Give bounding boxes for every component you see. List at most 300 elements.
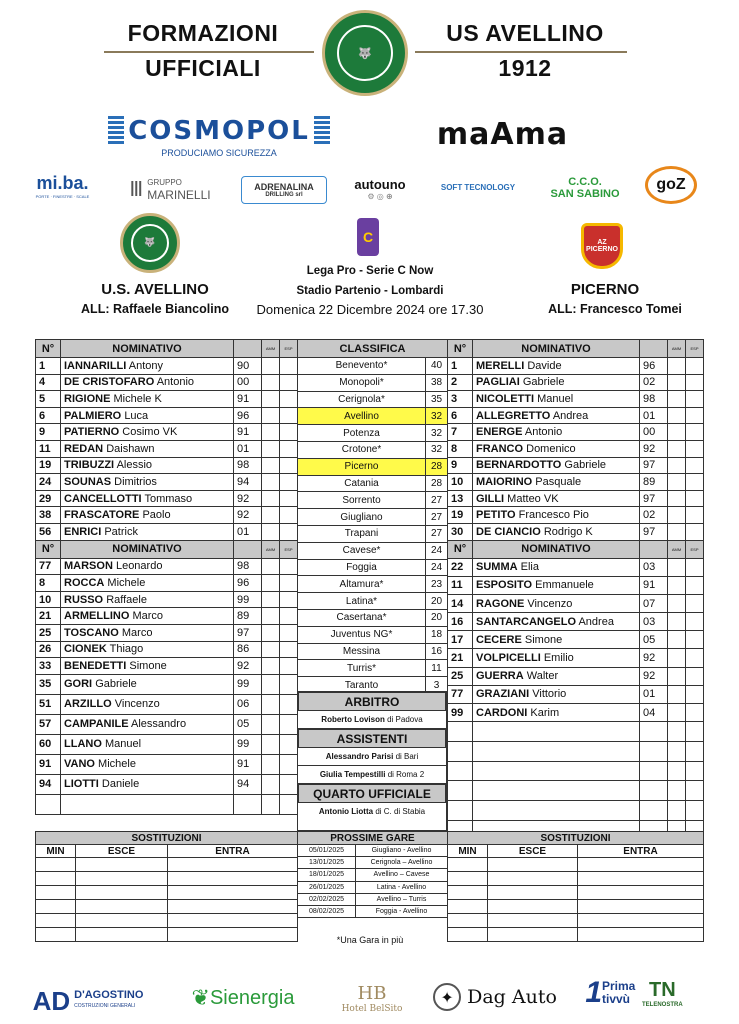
player-year: 97 [640,523,668,540]
player-name [473,407,640,424]
sub-out-cell[interactable] [76,928,168,942]
col-name: NOMINATIVO [61,340,234,358]
standings-title: CLASSIFICA [298,340,448,358]
player-name [473,474,640,491]
player-year: 97 [640,490,668,507]
standings-team: Cavese* [298,542,426,559]
standings-team: Cerignola* [298,391,426,408]
sub-out-cell[interactable] [488,858,578,872]
sub-out-cell[interactable] [488,914,578,928]
player-number: 22 [448,558,473,576]
sub-in-cell[interactable] [578,872,704,886]
player-year: 97 [640,457,668,474]
sub-min-cell[interactable] [448,886,488,900]
amm-cell [668,576,686,594]
player-firstname: Vittorio [532,688,567,701]
player-firstname: Matteo VK [507,492,559,505]
standings-team: Foggia [298,559,426,576]
player-year: 96 [234,575,262,592]
player-surname: FRASCATORE [64,509,140,522]
player-surname: ENERGE [476,426,523,439]
next-match-teams: Foggia - Avellino [356,905,448,917]
amm-cell [262,608,280,625]
player-firstname: Elia [520,561,539,574]
standings-points: 23 [426,576,448,593]
esp-cell [280,754,298,774]
amm-cell [262,774,280,794]
away-substitutions-table [447,831,704,942]
player-surname: CECERE [476,633,522,646]
sub-out-cell[interactable] [488,928,578,942]
player-row [448,649,704,667]
sost-entra-left: ENTRA [168,845,298,858]
player-name [473,613,640,631]
player-row [448,704,704,722]
standings-team: Picerno [298,458,426,475]
sub-in-cell[interactable] [578,900,704,914]
player-year: 96 [234,407,262,424]
standings-row [298,626,448,643]
sub-in-cell[interactable] [168,858,298,872]
player-year: 05 [640,631,668,649]
esp-cell [686,685,704,703]
standings-row [298,441,448,458]
player-surname: MARSON [64,560,113,573]
player-number: 17 [448,631,473,649]
standings-header [298,340,448,358]
player-firstname: Alessandro [131,718,187,731]
player-number: 19 [36,457,61,474]
substitution-row[interactable] [448,858,704,872]
substitution-row[interactable] [448,886,704,900]
player-number: 11 [36,440,61,457]
quarto-name: Antonio Liotta di C. di Stabia [318,807,426,816]
standings-points: 32 [426,425,448,442]
player-number: 60 [36,734,61,754]
player-surname: LIOTTI [64,778,99,791]
player-firstname: Michele [98,758,136,771]
substitution-row[interactable] [36,900,298,914]
picerno-crest-icon: AZ PICERNO [581,223,623,269]
player-firstname: Alessio [116,459,153,472]
player-number: 6 [36,407,61,424]
player-firstname: Dimitrios [114,475,157,488]
col-name: NOMINATIVO [473,340,640,358]
player-number: 4 [36,374,61,391]
player-firstname: Pasquale [535,475,582,488]
sub-out-cell[interactable] [76,914,168,928]
amm-cell [262,523,280,540]
player-year: 07 [640,594,668,612]
sub-min-cell[interactable] [448,900,488,914]
amm-cell [668,685,686,703]
col-esp: ESP [686,540,704,558]
substitution-row[interactable] [36,858,298,872]
player-surname: TOSCANO [64,626,119,639]
esp-cell [686,374,704,391]
standings-row [298,542,448,559]
assistente-2: Giulia Tempestilli di Roma 2 [298,766,446,784]
player-name [473,631,640,649]
standings-row [298,358,448,375]
player-name [473,667,640,685]
next-match-teams: Latina - Avellino [356,881,448,893]
player-name [473,424,640,441]
esp-cell [686,507,704,524]
amm-cell [262,424,280,441]
amm-cell [262,658,280,675]
player-name [61,575,234,592]
sub-in-cell[interactable] [578,928,704,942]
amm-cell [668,407,686,424]
away-coach: ALL: Francesco Tomei [548,302,682,316]
standings-row [298,593,448,610]
player-number: 5 [36,391,61,408]
quarto-title: QUARTO UFFICIALE [298,784,446,803]
player-firstname: Emmanuele [535,579,594,592]
player-number: 51 [36,694,61,714]
player-row [448,685,704,703]
player-name [473,649,640,667]
miba-logo: mi.ba. PORTE · FINESTRE · SCALE [35,173,90,199]
player-row [448,407,704,424]
player-firstname: Thiago [109,643,144,656]
header-rule-left [104,51,314,53]
sub-out-cell[interactable] [488,886,578,900]
player-firstname: Antony [128,359,164,372]
player-surname: PATIERNO [64,426,120,439]
sub-in-cell[interactable] [168,900,298,914]
amm-cell [262,591,280,608]
dagostino-logo: AD D'AGOSTINO COSTRUZIONI GENERALI [32,985,144,1016]
player-row [448,374,704,391]
esp-cell [280,714,298,734]
adrenalina-logo: ADRENALINA DRILLING srl [241,176,327,204]
sub-min-cell[interactable] [36,914,76,928]
player-surname: RAGONE [476,597,525,610]
player-name [473,594,640,612]
standings-row [298,660,448,677]
player-name [61,754,234,774]
player-surname: IANNARILLI [64,359,127,372]
player-surname: LLANO [64,738,102,751]
amm-cell [668,457,686,474]
esp-cell [686,558,704,576]
player-number: 25 [36,624,61,641]
substitution-row[interactable] [36,914,298,928]
player-number: 29 [36,490,61,507]
esp-cell [686,457,704,474]
sub-out-cell[interactable] [76,886,168,900]
esp-cell [280,507,298,524]
next-match-date: 26/01/2025 [298,881,356,893]
arbitro-title: ARBITRO [298,692,446,711]
player-number: 35 [36,674,61,694]
substitution-row[interactable] [448,900,704,914]
tn-icon: TN [649,978,676,1001]
esp-cell [280,391,298,408]
player-row [36,674,298,694]
amm-cell [668,649,686,667]
empty-row [448,722,704,742]
player-surname: GRAZIANI [476,688,530,701]
sost-esce-left: ESCE [76,845,168,858]
amm-cell [262,575,280,592]
amm-cell [262,754,280,774]
player-year: 98 [640,391,668,408]
sub-min-cell[interactable] [36,858,76,872]
autouno-logo: autouno ⚙ ◎ ⊕ [354,177,406,201]
player-name [473,507,640,524]
esp-cell [280,658,298,675]
substitution-row[interactable] [448,872,704,886]
sub-out-cell[interactable] [488,900,578,914]
sub-out-cell[interactable] [488,872,578,886]
player-surname: NICOLETTI [476,392,535,405]
player-row [36,734,298,754]
sub-in-cell[interactable] [578,914,704,928]
player-firstname: Antonio [524,426,563,439]
player-row [36,358,298,375]
player-year: 91 [640,576,668,594]
match-date: Domenica 22 Dicembre 2024 ore 17.30 [256,302,484,317]
esp-cell [686,424,704,441]
standings-team: Juventus NG* [298,626,426,643]
sub-out-cell[interactable] [76,900,168,914]
standings-team: Sorrento [298,492,426,509]
col-amm: AMM [668,540,686,558]
player-name [61,523,234,540]
standings-team: Altamura* [298,576,426,593]
sost-esce-right: ESCE [488,845,578,858]
sost-entra-right: ENTRA [578,845,704,858]
player-surname: PALMIERO [64,409,122,422]
player-name [61,391,234,408]
next-match-row [298,857,448,869]
amm-cell [262,624,280,641]
sub-in-cell[interactable] [168,886,298,900]
next-match-teams: Cerignola – Avellino [356,857,448,869]
player-number: 24 [36,474,61,491]
player-year: 86 [234,641,262,658]
amm-cell [668,358,686,375]
sub-in-cell[interactable] [578,858,704,872]
player-number: 25 [448,667,473,685]
player-row [448,613,704,631]
standings-team: Catania [298,475,426,492]
player-firstname: Marco [121,626,153,639]
player-name [473,704,640,722]
player-surname: RIGIONE [64,392,111,405]
player-name [61,624,234,641]
sub-min-cell[interactable] [448,928,488,942]
standings-row [298,492,448,509]
sub-min-cell[interactable] [448,914,488,928]
player-year: 03 [640,558,668,576]
sub-min-cell[interactable] [36,900,76,914]
player-surname: MERELLI [476,359,525,372]
standings-row [298,509,448,526]
next-match-row [298,893,448,905]
standings-team: Messina [298,643,426,660]
standings-table [297,339,448,694]
player-name [473,576,640,594]
cco-logo: C.C.O. SAN SABINO [550,176,620,200]
player-number: 8 [36,575,61,592]
substitution-row[interactable] [36,886,298,900]
player-name [61,424,234,441]
player-number: 8 [448,440,473,457]
player-year: 99 [234,734,262,754]
player-year: 00 [234,374,262,391]
col-shirt [234,540,262,558]
next-match-date: 18/01/2025 [298,869,356,881]
standings-team: Taranto [298,677,426,694]
player-firstname: Vincenzo [527,597,573,610]
player-surname: SUMMA [476,561,518,574]
player-number: 13 [448,490,473,507]
empty-row [448,741,704,761]
sub-min-cell[interactable] [36,928,76,942]
esp-cell [686,490,704,507]
mercedes-icon: ✦ [433,983,461,1011]
away-bench-header [448,540,704,558]
sub-in-cell[interactable] [578,886,704,900]
title-left-2: UFFICIALI [145,55,261,81]
player-name [61,558,234,575]
player-surname: GUERRA [476,670,524,683]
col-amm: AMM [262,340,280,358]
amm-cell [668,391,686,408]
marinelli-logo: Ⅲ GRUPPO MARINELLI [129,178,211,202]
player-row [448,440,704,457]
player-surname: PAGLIAI [476,376,520,389]
player-row [36,754,298,774]
standings-row [298,525,448,542]
sub-out-cell[interactable] [76,858,168,872]
esp-cell [280,474,298,491]
cosmopol-tagline: PRODUCIAMO SICUREZZA [161,148,277,158]
sub-in-cell[interactable] [168,872,298,886]
player-surname: ESPOSITO [476,579,533,592]
player-firstname: Luca [124,409,149,422]
player-surname: BENEDETTI [64,659,127,672]
sost-min-left: MIN [36,845,76,858]
standings-row [298,576,448,593]
sub-min-cell[interactable] [448,858,488,872]
player-number: 7 [448,424,473,441]
player-firstname: Simone [129,659,167,672]
player-year: 98 [234,558,262,575]
sost-title-left: SOSTITUZIONI [36,832,298,845]
player-row [448,558,704,576]
player-surname: DE CIANCIO [476,525,541,538]
substitution-row[interactable] [36,872,298,886]
sub-min-cell[interactable] [36,886,76,900]
player-firstname: Andrea [552,409,589,422]
sub-in-cell[interactable] [168,914,298,928]
sub-min-cell[interactable] [448,872,488,886]
sub-min-cell[interactable] [36,872,76,886]
standings-team: Giugliano [298,509,426,526]
player-row [36,440,298,457]
col-amm: AMM [262,540,280,558]
player-name [61,734,234,754]
col-amm: AMM [668,340,686,358]
player-surname: TRIBUZZI [64,459,115,472]
esp-cell [686,576,704,594]
leaf-icon: ❦ [191,985,210,1010]
esp-cell [280,734,298,754]
substitution-row[interactable] [36,928,298,942]
player-surname: RUSSO [64,593,104,606]
substitution-row[interactable] [448,914,704,928]
amm-cell [668,507,686,524]
amm-cell [262,407,280,424]
dagostino-icon: AD [32,985,71,1016]
sub-out-cell[interactable] [76,872,168,886]
standings-row [298,391,448,408]
player-name [473,440,640,457]
standings-team: Avellino [298,408,426,425]
player-name [61,714,234,734]
away-starters-header [448,340,704,358]
next-match-date: 08/02/2025 [298,905,356,917]
title-right-1: US AVELLINO [446,20,604,46]
player-year: 99 [234,674,262,694]
player-name [473,374,640,391]
player-firstname: Antonio [156,376,195,389]
esp-cell [686,474,704,491]
player-name [473,490,640,507]
esp-cell [280,641,298,658]
amm-cell [668,374,686,391]
standings-team: Latina* [298,593,426,610]
standings-team: Monopoli* [298,374,426,391]
sub-in-cell[interactable] [168,928,298,942]
player-name [473,685,640,703]
player-row [36,694,298,714]
standings-team: Potenza [298,425,426,442]
player-row [448,667,704,685]
standings-points: 24 [426,542,448,559]
amm-cell [668,704,686,722]
amm-cell [262,457,280,474]
player-row [36,624,298,641]
amm-cell [668,667,686,685]
esp-cell [686,631,704,649]
esp-cell [280,523,298,540]
player-number: 1 [448,358,473,375]
player-number: 56 [36,523,61,540]
player-number: 33 [36,658,61,675]
esp-cell [280,674,298,694]
substitution-row[interactable] [448,928,704,942]
player-number: 57 [36,714,61,734]
player-year: 02 [640,374,668,391]
amm-cell [262,507,280,524]
player-year: 96 [640,358,668,375]
player-surname: CANCELLOTTI [64,492,142,505]
away-team-name: PICERNO [570,281,640,298]
player-year: 99 [234,591,262,608]
player-number: 99 [448,704,473,722]
player-surname: ALLEGRETTO [476,409,551,422]
player-firstname: Domenico [526,442,576,455]
player-year: 01 [640,407,668,424]
esp-cell [686,523,704,540]
player-row [36,714,298,734]
